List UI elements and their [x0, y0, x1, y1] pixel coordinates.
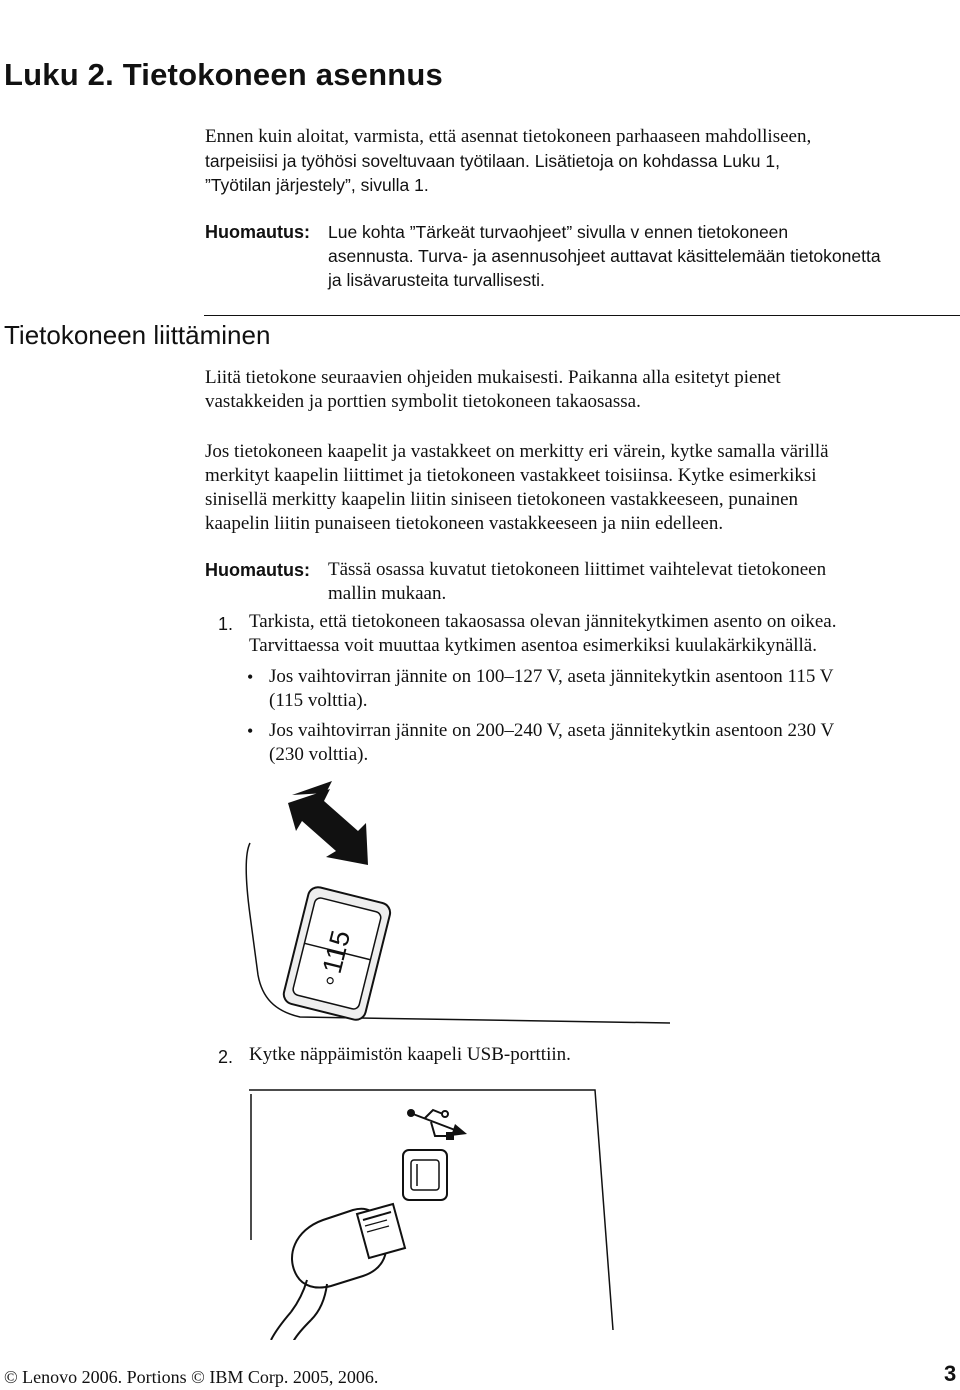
- color-line-2: merkityt kaapelin liittimet ja tietokoneen vastakkeet toisiinsa. Kytke esimerkiksi: [205, 465, 817, 486]
- bullet-2-line-1: Jos vaihtovirran jännite on 200–240 V, aseta jännitekytkin asentoon 230 V: [269, 720, 835, 741]
- connect-line-1: Liitä tietokone seuraavien ohjeiden mukaisesti. Paikanna alla esitetyt pienet: [205, 367, 781, 388]
- note-1-line-3: ja lisävarusteita turvallisesti.: [328, 270, 545, 290]
- bullet-1-symbol: •: [247, 667, 254, 687]
- connect-paragraph: [205, 366, 781, 414]
- section-rule: [204, 315, 960, 316]
- bullet-2-text: [269, 719, 834, 767]
- step-1-line-1: Tarkista, että tietokoneen takaosassa olevan jännitekytkimen asento on oikea.: [249, 611, 837, 632]
- chapter-title: Luku 2. Tietokoneen asennus: [4, 57, 443, 92]
- bullet-2-symbol: •: [247, 721, 254, 741]
- intro-line-2: tarpeisiisi ja työhösi soveltuvaan työtilaan. Lisätietoja on kohdassa Luku 1,: [205, 151, 780, 171]
- bullet-1-text: [269, 665, 833, 713]
- step-2-text: Kytke näppäimistön kaapeli USB-porttiin.: [249, 1044, 571, 1065]
- intro-line-3: ”Työtilan järjestely”, sivulla 1.: [205, 175, 429, 195]
- color-line-3: sinisellä merkitty kaapelin liitin siniseen tietokoneen vastakkeeseen, punainen: [205, 489, 799, 510]
- note-2-line-2: mallin mukaan.: [328, 583, 447, 604]
- bullet-2-line-2: (230 volttia).: [269, 744, 369, 765]
- usb-panel-outline: [249, 1090, 613, 1330]
- voltage-switch-illustration: [240, 775, 680, 1035]
- step-1-number: 1.: [218, 614, 234, 634]
- connect-line-2: vastakkeiden ja porttien symbolit tietokoneen takaosassa.: [205, 391, 641, 412]
- intro-paragraph: [205, 125, 811, 197]
- usb-port: [403, 1150, 447, 1200]
- usb-port-illustration: [245, 1080, 615, 1340]
- bullet-1-line-1: Jos vaihtovirran jännite on 100–127 V, aseta jännitekytkin asentoon 115 V: [269, 666, 834, 687]
- step-1-text: [249, 610, 836, 658]
- section-title: Tietokoneen liittäminen: [4, 320, 271, 350]
- color-line-1: Jos tietokoneen kaapelit ja vastakkeet on merkitty eri värein, kytke samalla värillä: [205, 441, 829, 462]
- footer-copyright: © Lenovo 2006. Portions © IBM Corp. 2005, 2006.: [4, 1367, 379, 1387]
- step-1-line-2: Tarvittaessa voit muuttaa kytkimen asentoa esimerkiksi kuulakärkikynällä.: [249, 635, 817, 656]
- note-2-label: Huomautus:: [205, 560, 310, 580]
- usb-icon: [407, 1109, 467, 1140]
- switch-voltage-label: 115: [316, 927, 357, 977]
- step-2-number: 2.: [218, 1047, 234, 1067]
- double-arrow-icon: [288, 781, 368, 865]
- note-1-text: [328, 220, 881, 292]
- note-2-text: [328, 558, 826, 606]
- page-number: 3: [944, 1361, 957, 1386]
- usb-plug: [271, 1204, 405, 1340]
- note-1-line-1: Lue kohta ”Tärkeät turvaohjeet” sivulla v ennen tietokoneen: [328, 222, 789, 242]
- color-line-4: kaapelin liitin punaiseen tietokoneen vastakkeeseen ja niin edelleen.: [205, 513, 724, 534]
- note-1-line-2: asennusta. Turva- ja asennusohjeet auttavat käsittelemään tietokonetta: [328, 246, 881, 266]
- bullet-1-line-2: (115 volttia).: [269, 690, 368, 711]
- intro-line-1: Ennen kuin aloitat, varmista, että asennat tietokoneen parhaaseen mahdolliseen,: [205, 126, 812, 147]
- note-2-line-1: Tässä osassa kuvatut tietokoneen liittimet vaihtelevat tietokoneen: [328, 559, 827, 580]
- color-coding-paragraph: [205, 440, 829, 536]
- note-1-label: Huomautus:: [205, 222, 310, 242]
